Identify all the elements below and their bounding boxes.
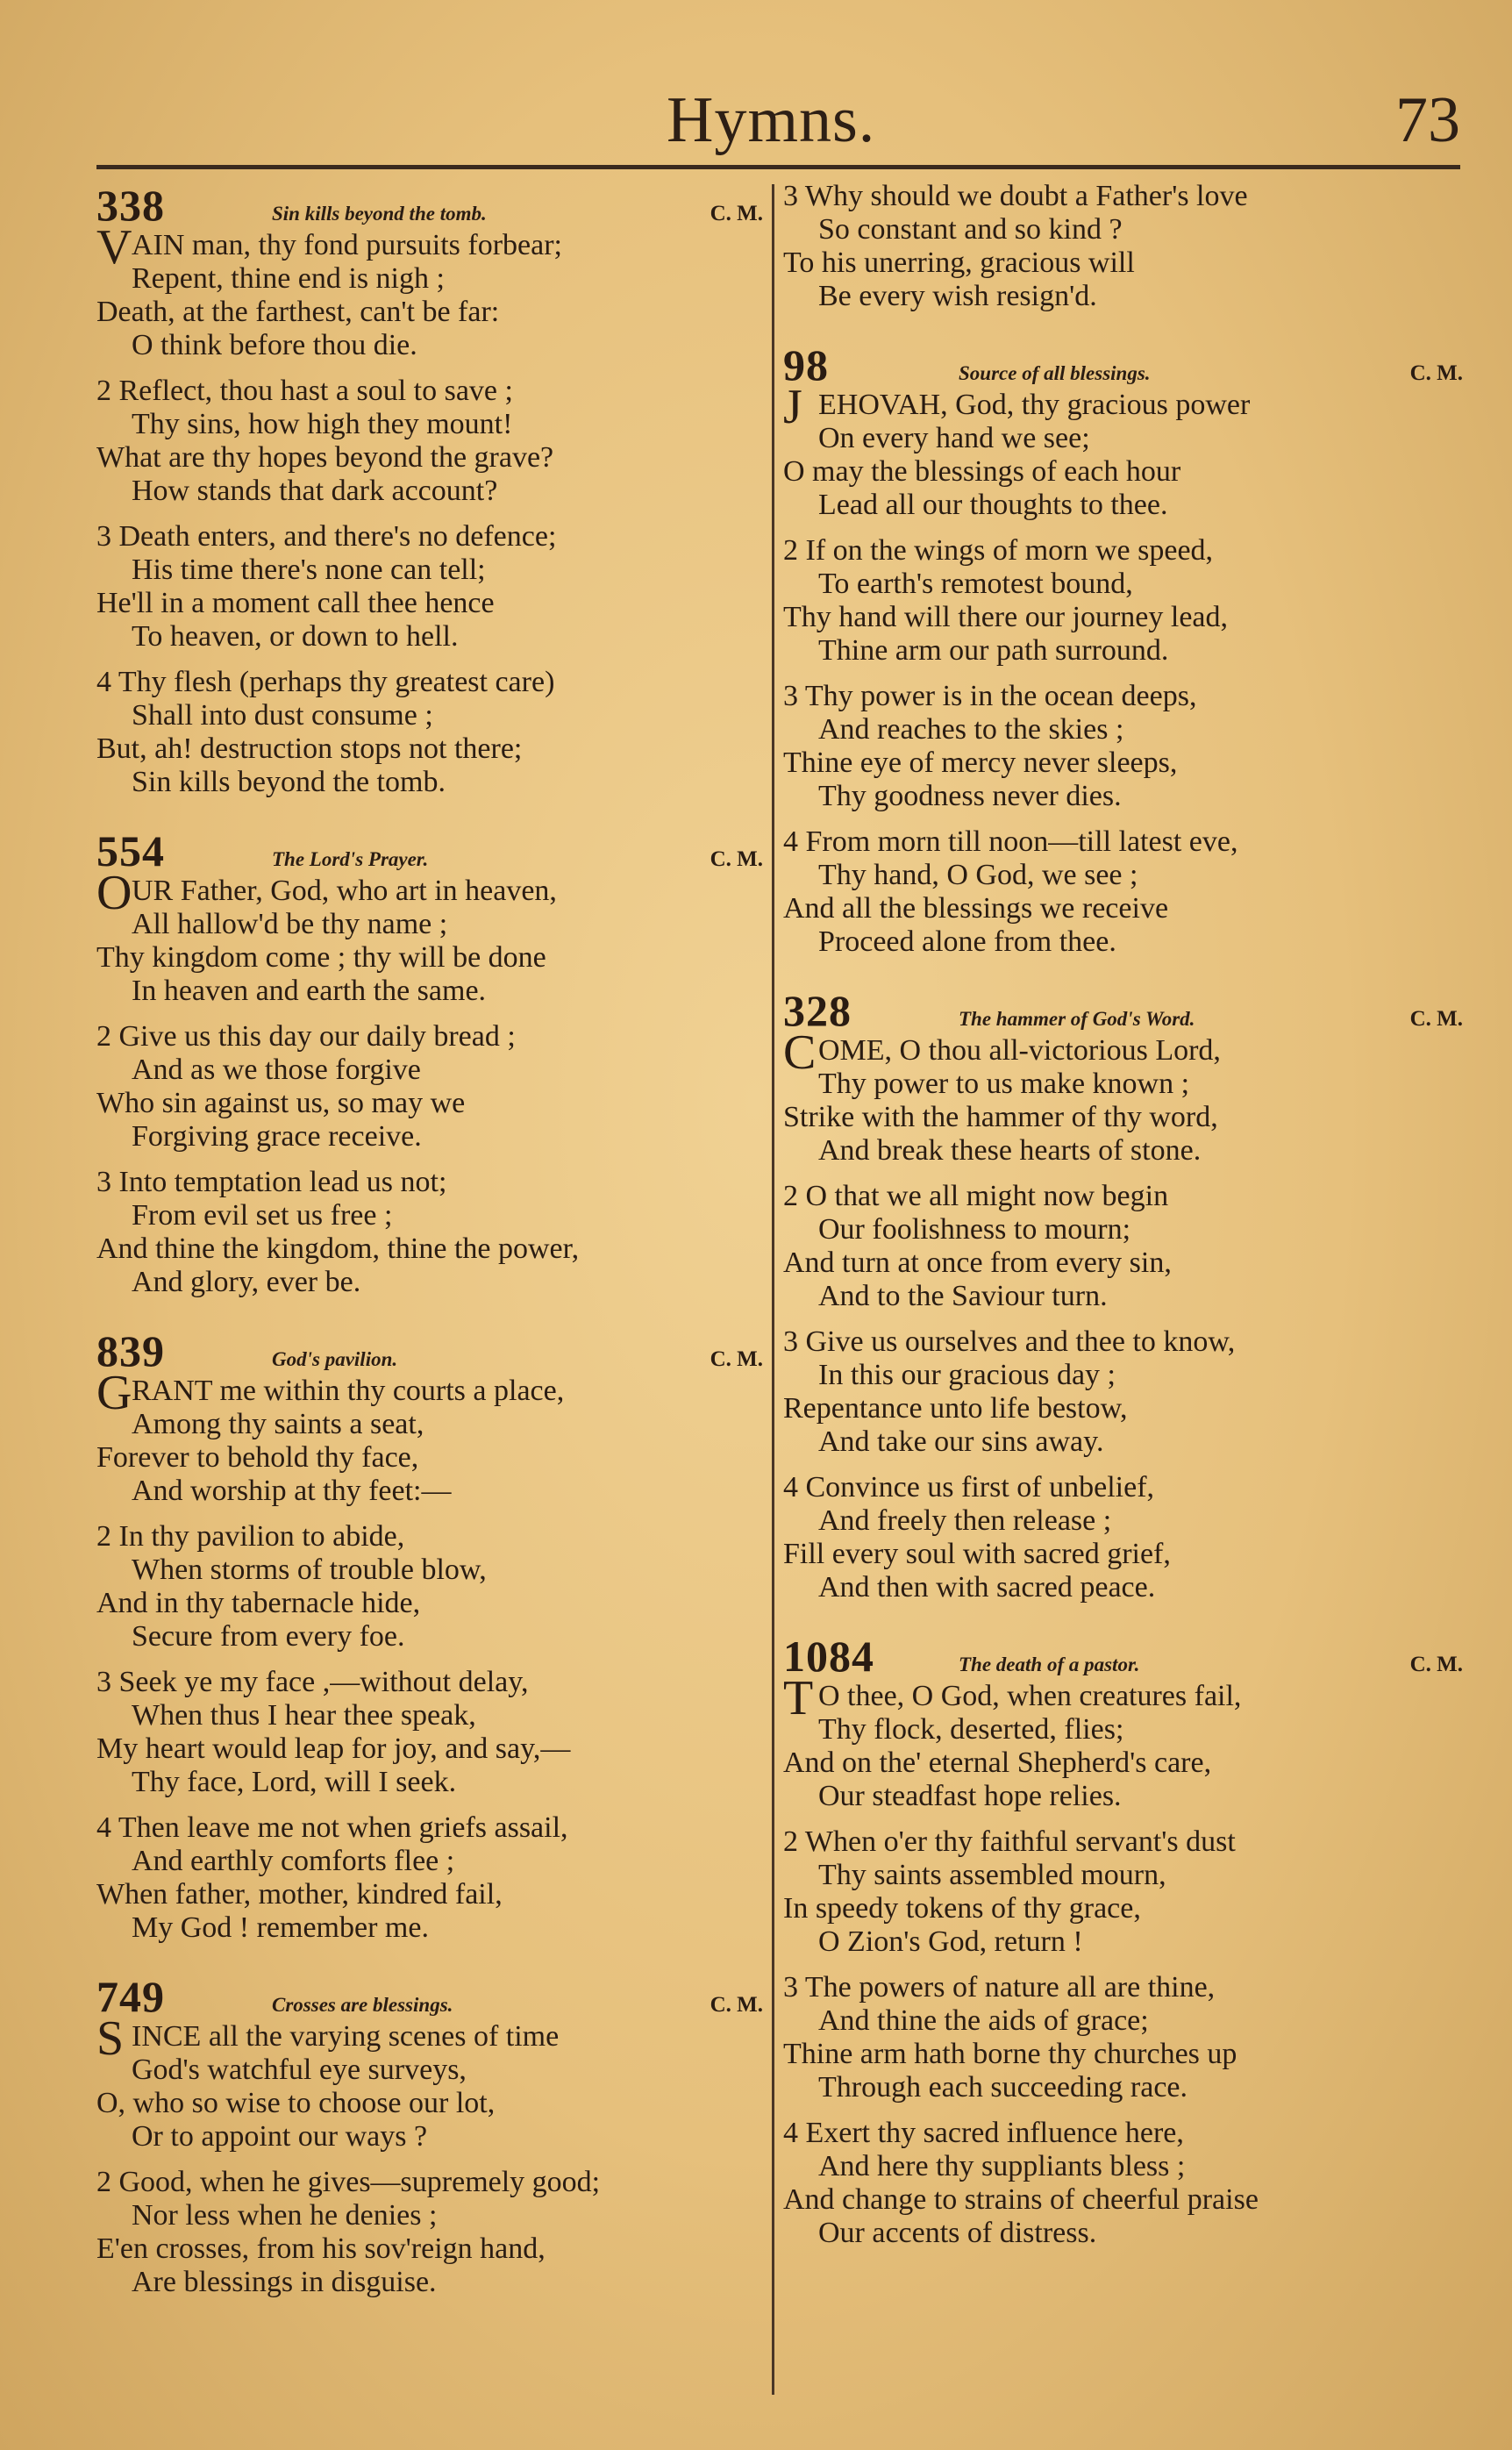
verse-line: O Zion's God, return ! — [818, 1925, 1083, 1958]
drop-cap: O — [96, 866, 132, 920]
hymn-meter: C. M. — [1409, 361, 1463, 385]
verse-line: GRANT me within thy courts a place, — [96, 1366, 565, 1420]
verse-line: My God ! remember me. — [132, 1911, 429, 1944]
stanza — [96, 1166, 763, 1299]
stanza — [783, 1825, 1463, 1959]
stanza — [783, 534, 1463, 668]
verse-line: 2 In thy pavilion to abide, — [96, 1520, 405, 1553]
hymn-title: Crosses are blessings. — [272, 1994, 453, 2016]
verse-line: What are thy hopes beyond the grave? — [96, 441, 554, 474]
hymn-554 — [96, 825, 763, 1299]
verse-line: Thine arm our path surround. — [818, 634, 1169, 667]
stanza — [96, 1366, 763, 1508]
verse-line: Thy flock, deserted, flies; — [818, 1713, 1124, 1746]
page-number: 73 — [1395, 84, 1460, 156]
verse-line: In heaven and earth the same. — [132, 975, 487, 1007]
stanza — [96, 520, 763, 654]
verse-line: Or to appoint our ways ? — [132, 2120, 428, 2153]
drop-cap: C — [783, 1025, 817, 1080]
verse-line: Thy face, Lord, will I seek. — [132, 1766, 457, 1798]
hymn-header — [783, 985, 1463, 1035]
hymn-title: The Lord's Prayer. — [272, 848, 429, 870]
hymn-meter: C. M. — [1409, 1653, 1463, 1676]
verse-line: Proceed alone from thee. — [818, 925, 1116, 958]
hymn-number: 554 — [96, 826, 165, 875]
verse-line: COME, O thou all-victorious Lord, — [783, 1025, 1221, 1080]
verse-line: 2 Reflect, thou hast a soul to save ; — [96, 375, 513, 407]
hymn-839 — [96, 1325, 763, 1945]
verse-line: 3 Why should we doubt a Father's love — [783, 180, 1248, 212]
verse-line: Repentance unto life bestow, — [783, 1392, 1128, 1425]
verse-line: Our accents of distress. — [818, 2217, 1097, 2249]
verse-line: O may the blessings of each hour — [783, 455, 1181, 488]
verse-line: Death, at the farthest, can't be far: — [96, 296, 500, 328]
verse-line: Nor less when he denies ; — [132, 2199, 438, 2232]
hymn-meter: C. M. — [710, 1347, 763, 1371]
stanza — [96, 2166, 763, 2299]
verse-line: In this our gracious day ; — [818, 1359, 1116, 1391]
stanza — [783, 1471, 1463, 1604]
hymn-header — [783, 1631, 1463, 1681]
verse-line: From evil set us free ; — [132, 1199, 393, 1232]
verse-line: Forgiving grace receive. — [132, 1120, 422, 1153]
header-rule — [96, 165, 1460, 169]
verse-line: Among thy saints a seat, — [132, 1408, 424, 1440]
page-header — [96, 79, 1460, 158]
verse-line: VAIN man, thy fond pursuits forbear; — [96, 220, 563, 275]
verse-line: My heart would leap for joy, and say,— — [96, 1732, 571, 1765]
verse-line: When thus I hear thee speak, — [132, 1699, 476, 1732]
drop-cap: S — [96, 2011, 125, 2066]
stanza — [96, 220, 763, 362]
hymn-title: The death of a pastor. — [959, 1654, 1140, 1675]
hymn-header — [783, 339, 1463, 389]
verse-line: 3 Into temptation lead us not; — [96, 1166, 447, 1198]
verse-line: SINCE all the varying scenes of time — [96, 2011, 560, 2066]
hymn-number: 839 — [96, 1326, 165, 1375]
verse-line: 2 When o'er thy faithful servant's dust — [783, 1825, 1236, 1858]
hymn-number: 338 — [96, 181, 165, 230]
stanza — [96, 866, 763, 1008]
verse-line: And on the' eternal Shepherd's care, — [783, 1746, 1212, 1779]
right-column — [783, 180, 1463, 2276]
verse-line: And freely then release ; — [818, 1504, 1112, 1537]
verse-line: Thy goodness never dies. — [818, 780, 1122, 812]
hymn-header — [96, 1971, 763, 2021]
verse-line: And thine the kingdom, thine the power, — [96, 1232, 580, 1265]
verse-line: OUR Father, God, who art in heaven, — [96, 866, 557, 920]
left-column — [96, 180, 763, 2325]
hymn-meter: C. M. — [710, 847, 763, 871]
verse-line: Through each succeeding race. — [818, 2071, 1187, 2104]
verse-line: Thine arm hath borne thy churches up — [783, 2038, 1237, 2070]
verse-line: 3 Thy power is in the ocean deeps, — [783, 680, 1197, 712]
hymn-1084 — [783, 1631, 1463, 2250]
hymn-meter: C. M. — [1409, 1007, 1463, 1031]
verse-line: To earth's remotest bound, — [818, 568, 1133, 600]
verse-line: And change to strains of cheerful praise — [783, 2183, 1259, 2216]
verse-line: His time there's none can tell; — [132, 554, 486, 586]
verse-line: Thy hand, O God, we see ; — [818, 859, 1138, 891]
verse-line: Who sin against us, so may we — [96, 1087, 466, 1119]
verse-line: Thy kingdom come ; thy will be done — [96, 941, 546, 974]
verse-line: 4 From morn till noon—till latest eve, — [783, 825, 1238, 858]
verse-line: Are blessings in disguise. — [132, 2266, 437, 2298]
verse-line: All hallow'd be thy name ; — [132, 908, 448, 940]
verse-line: Lead all our thoughts to thee. — [818, 489, 1168, 521]
verse-line: 4 Convince us first of unbelief, — [783, 1471, 1155, 1504]
verse-line: And turn at once from every sin, — [783, 1246, 1172, 1279]
verse-line: Our foolishness to mourn; — [818, 1213, 1131, 1246]
stanza — [96, 1666, 763, 1799]
verse-line: 2 If on the wings of morn we speed, — [783, 534, 1214, 567]
verse-line: But, ah! destruction stops not there; — [96, 732, 523, 765]
hymn-749 — [96, 1971, 763, 2299]
stanza — [96, 375, 763, 508]
stanza — [96, 1020, 763, 1154]
verse-line: And in thy tabernacle hide, — [96, 1587, 421, 1619]
verse-line: Fill every soul with sacred grief, — [783, 1538, 1171, 1570]
stanza — [783, 380, 1463, 522]
verse-line: And reaches to the skies ; — [818, 713, 1124, 746]
verse-line: Thy saints assembled mourn, — [818, 1859, 1166, 1891]
stanza — [96, 2011, 763, 2154]
hymn-title: The hammer of God's Word. — [959, 1008, 1195, 1030]
hymn-number: 328 — [783, 986, 852, 1035]
verse-line: On every hand we see; — [818, 422, 1090, 454]
verse-line: Thy hand will there our journey lead, — [783, 601, 1229, 633]
verse-line: Our steadfast hope relies. — [818, 1780, 1122, 1812]
stanza — [96, 1520, 763, 1654]
verse-line: And to the Saviour turn. — [818, 1280, 1108, 1312]
verse-line: And as we those forgive — [132, 1054, 421, 1086]
verse-line: 3 Seek ye my face ,—without delay, — [96, 1666, 529, 1698]
verse-line: JEHOVAH, God, thy gracious power — [783, 380, 1251, 434]
verse-line: Repent, thine end is nigh ; — [132, 262, 445, 295]
drop-cap: G — [96, 1366, 132, 1420]
stanza — [783, 680, 1463, 813]
stanza — [96, 1811, 763, 1945]
stanza — [783, 2117, 1463, 2250]
hymn-328 — [783, 985, 1463, 1604]
verse-line: 3 Death enters, and there's no defence; — [96, 520, 557, 553]
hymn-header — [96, 1325, 763, 1375]
verse-line: 3 Give us ourselves and thee to know, — [783, 1325, 1236, 1358]
drop-cap: T — [783, 1671, 814, 1725]
verse-line: And break these hearts of stone. — [818, 1134, 1202, 1167]
verse-line: 4 Then leave me not when griefs assail, — [96, 1811, 568, 1844]
verse-line: He'll in a moment call thee hence — [96, 587, 495, 619]
verse-line: Thine eye of mercy never sleeps, — [783, 746, 1178, 779]
stanza — [783, 1180, 1463, 1313]
stanza — [783, 1671, 1463, 1813]
verse-line: T O thee, O God, when creatures fail, — [783, 1671, 1242, 1725]
verse-line: In speedy tokens of thy grace, — [783, 1892, 1141, 1925]
hymn-title: God's pavilion. — [272, 1348, 398, 1370]
verse-line: When father, mother, kindred fail, — [96, 1878, 503, 1911]
hymn-meter: C. M. — [710, 202, 763, 225]
verse-line: So constant and so kind ? — [818, 213, 1123, 246]
hymn-number: 98 — [783, 340, 829, 389]
running-title: Hymns. — [667, 84, 876, 156]
verse-line: Be every wish resign'd. — [818, 280, 1097, 312]
verse-line: O think before thou die. — [132, 329, 417, 361]
verse-line: How stands that dark account? — [132, 475, 498, 507]
verse-line: Thy sins, how high they mount! — [132, 408, 513, 440]
verse-line: Strike with the hammer of thy word, — [783, 1101, 1218, 1133]
verse-line: And worship at thy feet:— — [132, 1475, 452, 1507]
verse-line: And all the blessings we receive — [783, 892, 1169, 925]
verse-line: And take our sins away. — [818, 1425, 1104, 1458]
verse-line: And here thy suppliants bless ; — [818, 2150, 1186, 2182]
verse-line: O, who so wise to choose our lot, — [96, 2087, 496, 2119]
verse-line: 3 The powers of nature all are thine, — [783, 1971, 1216, 2004]
verse-line: Forever to behold thy face, — [96, 1441, 419, 1474]
verse-line: 4 Thy flesh (perhaps thy greatest care) — [96, 666, 555, 698]
stanza — [783, 180, 1463, 313]
hymn-header — [96, 825, 763, 875]
verse-line: 4 Exert thy sacred influence here, — [783, 2117, 1184, 2149]
hymn-338 — [96, 180, 763, 799]
verse-line: 2 Good, when he gives—supremely good; — [96, 2166, 601, 2198]
verse-line: E'en crosses, from his sov'reign hand, — [96, 2232, 546, 2265]
verse-line: And earthly comforts flee ; — [132, 1845, 455, 1877]
drop-cap: J — [783, 380, 802, 434]
hymn-title: Sin kills beyond the tomb. — [272, 203, 487, 225]
hymn-number: 1084 — [783, 1632, 874, 1681]
verse-line: To his unerring, gracious will — [783, 246, 1135, 279]
stanza — [783, 1325, 1463, 1459]
verse-line: 2 Give us this day our daily bread ; — [96, 1020, 516, 1053]
hymn-header — [96, 180, 763, 230]
stanza — [96, 666, 763, 799]
column-divider — [772, 184, 774, 2395]
drop-cap: V — [96, 220, 132, 275]
hymn-meter: C. M. — [710, 1993, 763, 2017]
stanza — [783, 1971, 1463, 2104]
hymn-number: 749 — [96, 1972, 165, 2021]
verse-line: And then with sacred peace. — [818, 1571, 1156, 1604]
verse-line: And glory, ever be. — [132, 1266, 361, 1298]
hymn-title: Source of all blessings. — [959, 362, 1151, 384]
verse-line: God's watchful eye surveys, — [132, 2054, 467, 2086]
stanza — [783, 1025, 1463, 1168]
verse-line: 2 O that we all might now begin — [783, 1180, 1169, 1212]
verse-line: Secure from every foe. — [132, 1620, 405, 1653]
verse-line: To heaven, or down to hell. — [132, 620, 459, 653]
hymn-98 — [783, 339, 1463, 959]
verse-line: Thy power to us make known ; — [818, 1068, 1190, 1100]
hymn-749-continued — [783, 180, 1463, 313]
verse-line: And thine the aids of grace; — [818, 2004, 1149, 2037]
verse-line: When storms of trouble blow, — [132, 1554, 487, 1586]
verse-line: Shall into dust consume ; — [132, 699, 433, 732]
verse-line: Sin kills beyond the tomb. — [132, 766, 446, 798]
stanza — [783, 825, 1463, 959]
